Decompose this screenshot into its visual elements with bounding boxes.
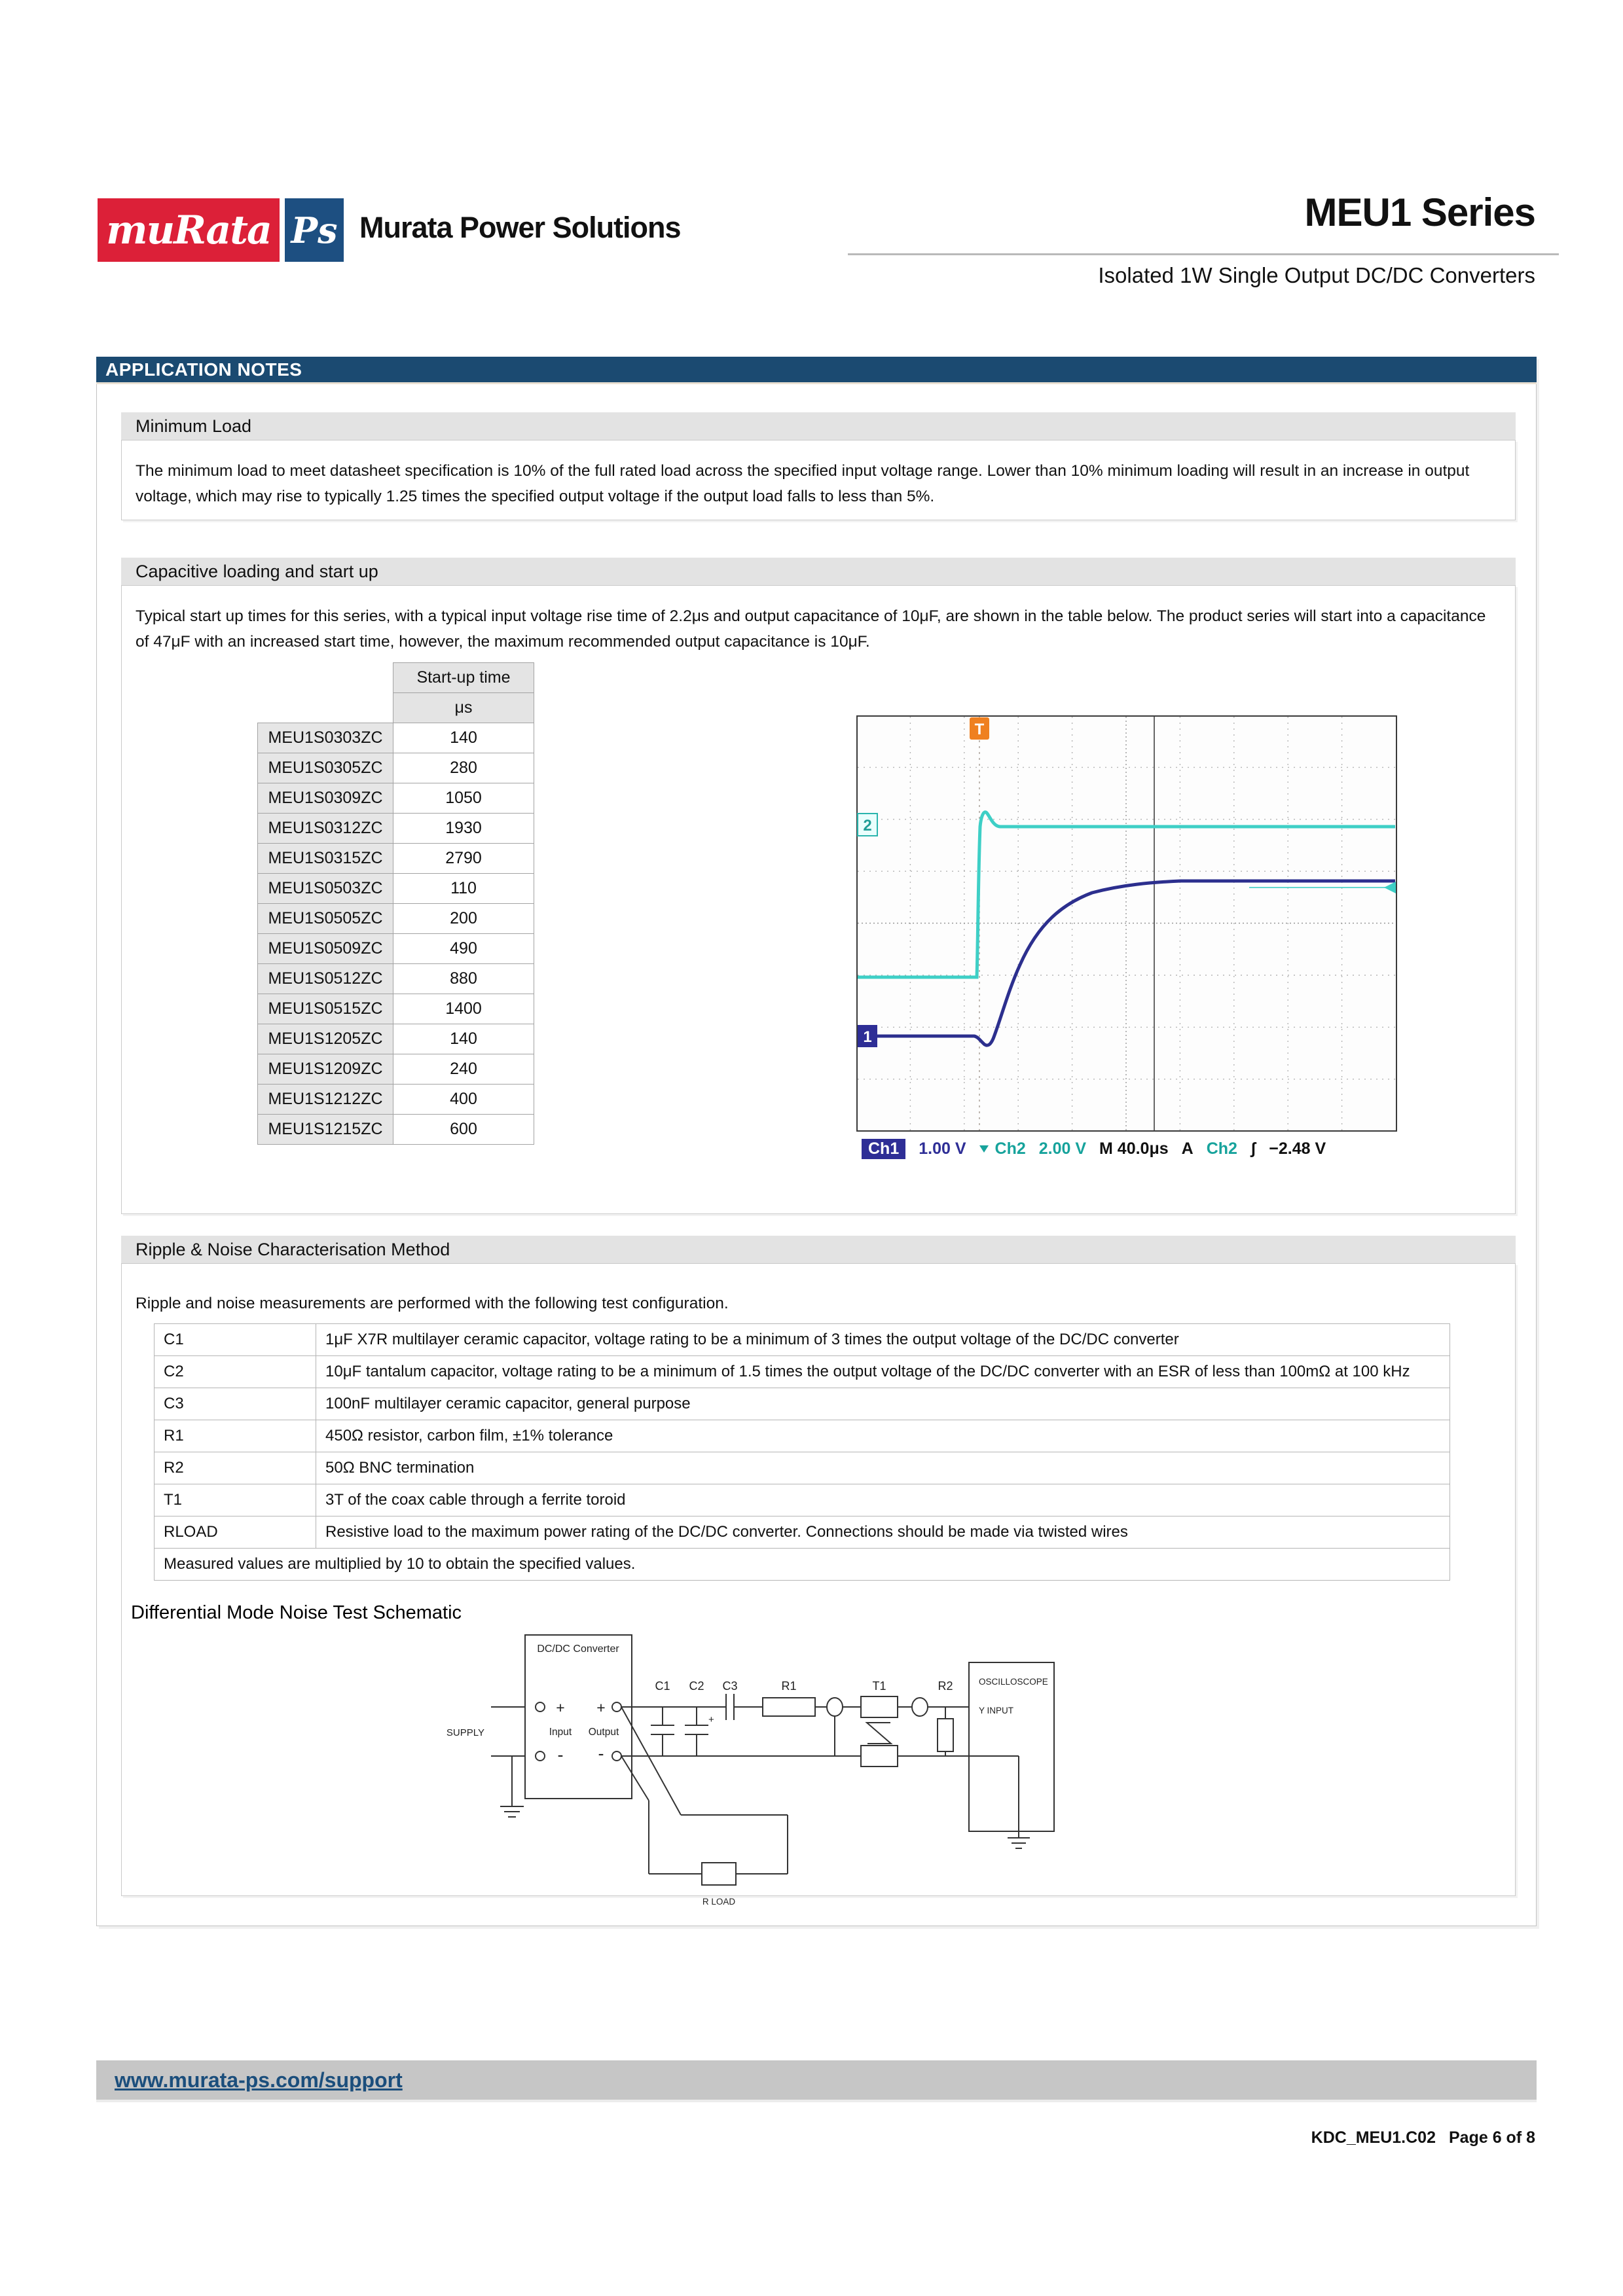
component-cell: R1 [155, 1420, 316, 1452]
minimum-load-body: The minimum load to meet datasheet specification is 10% of the full rated load across the specified input voltage range. Lower than 10% minimum loading will result in an increase in output voltage, which may rise to typically 1.25 times the specified output voltage if the output load falls to less than 5%. [136, 462, 1470, 505]
trigger-source: Ch2 [1206, 1139, 1237, 1158]
company-name: Murata Power Solutions [359, 211, 681, 244]
startup-value-cell: 600 [393, 1115, 534, 1145]
table-row [258, 1115, 534, 1145]
startup-time-table [257, 662, 534, 1145]
y-input-label: Y INPUT [979, 1706, 1014, 1715]
capacitive-title: Capacitive loading and start up [136, 561, 378, 581]
model-cell: MEU1S0305ZC [258, 753, 393, 783]
startup-value-cell: 490 [393, 934, 534, 964]
table-row [155, 1452, 1450, 1484]
input-plus: + [556, 1699, 565, 1716]
model-cell: MEU1S1205ZC [258, 1024, 393, 1054]
startup-table-unit: μs [393, 693, 534, 723]
table-row [258, 723, 534, 753]
table-row [258, 783, 534, 814]
startup-table-corner [258, 663, 393, 693]
ripple-table-body [155, 1324, 1450, 1549]
trigger-marker-icon [970, 717, 989, 740]
startup-value-cell: 110 [393, 874, 534, 904]
startup-value-cell: 880 [393, 964, 534, 994]
model-cell: MEU1S0315ZC [258, 844, 393, 874]
startup-value-cell: 240 [393, 1054, 534, 1085]
c2-label: C2 [689, 1679, 704, 1693]
section-header-capacitive [121, 558, 1516, 585]
table-row [155, 1324, 1450, 1356]
startup-value-cell: 2790 [393, 844, 534, 874]
trigger-level: −2.48 V [1269, 1139, 1326, 1158]
table-note: Measured values are multiplied by 10 to obtain the specified values. [155, 1549, 1450, 1581]
table-row [155, 1388, 1450, 1420]
output-plus: + [596, 1699, 606, 1716]
model-cell: MEU1S1212ZC [258, 1085, 393, 1115]
c2-polarity: + [708, 1714, 714, 1725]
ps-logo [285, 198, 344, 262]
timebase: M 40.0μs [1099, 1139, 1169, 1158]
component-cell: C2 [155, 1356, 316, 1388]
page-number: Page 6 of 8 [1449, 2128, 1535, 2147]
startup-value-cell: 1050 [393, 783, 534, 814]
oscilloscope-capture [856, 715, 1397, 1162]
ripple-body: Ripple and noise measurements are performed with the following test configuration. [136, 1295, 729, 1312]
model-cell: MEU1S0312ZC [258, 814, 393, 844]
table-row [258, 874, 534, 904]
section-header-minimum-load [121, 412, 1516, 440]
component-cell: C1 [155, 1324, 316, 1356]
murata-logo-text: muRata [106, 207, 271, 253]
minimum-load-title: Minimum Load [136, 416, 252, 436]
page-title: MEU1 Series [1304, 190, 1535, 234]
ch2-arrow-icon [979, 1145, 989, 1153]
component-description-cell: 450Ω resistor, carbon film, ±1% tolerance [316, 1420, 1450, 1452]
footer-bar [96, 2060, 1537, 2102]
application-notes-banner [96, 357, 1537, 384]
table-row [155, 1516, 1450, 1549]
svg-text:1: 1 [863, 1028, 872, 1046]
table-row [155, 1356, 1450, 1388]
ch2-scale: 2.00 V [1038, 1139, 1087, 1158]
converter-label: DC/DC Converter [537, 1643, 619, 1655]
component-description-cell: 50Ω BNC termination [316, 1452, 1450, 1484]
ripple-title: Ripple & Noise Characterisation Method [136, 1239, 450, 1259]
ps-logo-text: Ps [291, 209, 338, 251]
table-note-row [155, 1549, 1450, 1581]
startup-table-header: Start-up time [393, 663, 534, 693]
svg-text:2: 2 [863, 817, 872, 834]
component-description-cell: 1μF X7R multilayer ceramic capacitor, voltage rating to be a minimum of 3 times the output voltage of the DC/DC converter [316, 1324, 1450, 1356]
rload-label: R LOAD [702, 1897, 736, 1907]
scope-status-bar [856, 1135, 1397, 1162]
t1-label: T1 [872, 1679, 886, 1693]
table-row [258, 994, 534, 1024]
r1-label: R1 [781, 1679, 797, 1693]
component-cell: R2 [155, 1452, 316, 1484]
component-cell: T1 [155, 1484, 316, 1516]
footer-reference [1311, 2128, 1535, 2147]
differential-mode-noise-schematic [432, 1622, 1061, 1910]
ch2-label: Ch2 [994, 1139, 1026, 1158]
startup-table-body [258, 723, 534, 1145]
component-cell: C3 [155, 1388, 316, 1420]
input-label: Input [549, 1727, 572, 1738]
table-row [258, 934, 534, 964]
murata-logo [98, 198, 280, 262]
model-cell: MEU1S0512ZC [258, 964, 393, 994]
capacitive-body: Typical start up times for this series, with a typical input voltage rise time of 2.2μs and output capacitance of 10μF, are shown in the table below. The product series will start into a capacitance of 47μF with an increased start time, however, the maximum recommended output capacitance is 10μF. [136, 607, 1486, 651]
input-minus: - [557, 1745, 564, 1765]
table-row [258, 814, 534, 844]
component-cell: RLOAD [155, 1516, 316, 1549]
oscilloscope-plot [856, 715, 1397, 1132]
page-subtitle: Isolated 1W Single Output DC/DC Converters [1098, 263, 1535, 287]
svg-text:T: T [974, 721, 985, 738]
ch1-label: Ch1 [862, 1139, 905, 1159]
startup-value-cell: 200 [393, 904, 534, 934]
model-cell: MEU1S1215ZC [258, 1115, 393, 1145]
output-label: Output [588, 1727, 619, 1738]
table-row [258, 1024, 534, 1054]
model-cell: MEU1S1209ZC [258, 1054, 393, 1085]
r2-label: R2 [938, 1679, 953, 1693]
model-cell: MEU1S0309ZC [258, 783, 393, 814]
table-row [258, 904, 534, 934]
section-header-ripple [121, 1236, 1516, 1263]
ch2-position-marker [858, 814, 877, 836]
header-divider [848, 253, 1559, 255]
startup-value-cell: 400 [393, 1085, 534, 1115]
acquisition-mode: A [1181, 1139, 1194, 1158]
component-description-cell: 10μF tantalum capacitor, voltage rating to be a minimum of 1.5 times the output voltage of the DC/DC converter with an ESR of less than 100mΩ at 100 kHz [316, 1356, 1450, 1388]
doc-ref: KDC_MEU1.C02 [1311, 2128, 1436, 2147]
startup-value-cell: 1400 [393, 994, 534, 1024]
c1-label: C1 [655, 1679, 670, 1693]
startup-table-corner [258, 693, 393, 723]
model-cell: MEU1S0509ZC [258, 934, 393, 964]
schematic-title: Differential Mode Noise Test Schematic [131, 1602, 462, 1623]
supply-label: SUPPLY [446, 1727, 484, 1738]
table-row [258, 1085, 534, 1115]
ch1-scale: 1.00 V [919, 1139, 966, 1158]
c3-label: C3 [722, 1679, 738, 1693]
table-row [258, 844, 534, 874]
table-row [155, 1420, 1450, 1452]
output-minus: - [598, 1744, 604, 1763]
model-cell: MEU1S0515ZC [258, 994, 393, 1024]
table-row [258, 1054, 534, 1085]
model-cell: MEU1S0303ZC [258, 723, 393, 753]
ripple-components-table [154, 1323, 1450, 1581]
component-description-cell: 3T of the coax cable through a ferrite toroid [316, 1484, 1450, 1516]
component-description-cell: Resistive load to the maximum power rating of the DC/DC converter. Connections should be made via twisted wires [316, 1516, 1450, 1549]
table-row [155, 1484, 1450, 1516]
startup-value-cell: 140 [393, 723, 534, 753]
application-notes-banner-label: APPLICATION NOTES [105, 359, 302, 380]
oscilloscope-label: OSCILLOSCOPE [979, 1677, 1048, 1687]
trigger-slope-icon: ʃ [1250, 1139, 1256, 1158]
model-cell: MEU1S0505ZC [258, 904, 393, 934]
startup-value-cell: 280 [393, 753, 534, 783]
table-row [258, 753, 534, 783]
ch1-position-marker [858, 1025, 877, 1047]
support-link[interactable]: www.murata-ps.com/support [115, 2068, 403, 2092]
table-row [258, 964, 534, 994]
model-cell: MEU1S0503ZC [258, 874, 393, 904]
startup-value-cell: 1930 [393, 814, 534, 844]
startup-value-cell: 140 [393, 1024, 534, 1054]
component-description-cell: 100nF multilayer ceramic capacitor, general purpose [316, 1388, 1450, 1420]
